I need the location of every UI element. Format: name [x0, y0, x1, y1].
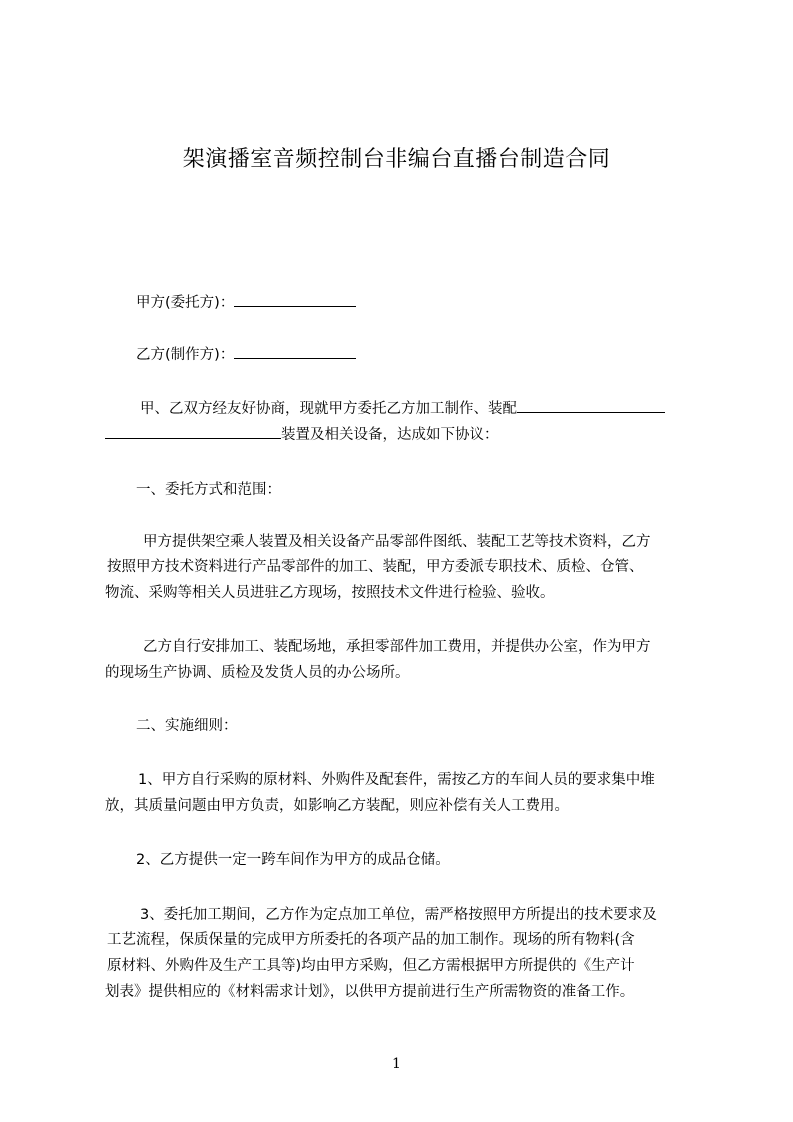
s1-p2-line-1: 乙方自行安排加工、装配场地，承担零部件加工费用，并提供办公室，作为甲方	[143, 639, 651, 655]
intro-text-1: 甲、乙双方经友好协商，现就甲方委托乙方加工制作、装配	[140, 401, 517, 417]
s1-p1-line-1: 甲方提供架空乘人装置及相关设备产品零部件图纸、装配工艺等技术资料，乙方	[143, 534, 651, 550]
s2-item3-line-1: 3、委托加工期间，乙方作为定点加工单位，需严格按照甲方所提出的技术要求及	[140, 907, 657, 923]
s2-item3-line-3: 原材料、外购件及生产工具等)均由甲方采购，但乙方需根据甲方所提供的《生产计	[107, 958, 635, 974]
document-title: 架演播室音频控制台非编台直播台制造合同	[182, 147, 611, 172]
s2-item1-line-1: 1、甲方自行采购的原材料、外购件及配套件，需按乙方的车间人员的要求集中堆	[138, 772, 655, 788]
s2-item3-line-4: 划表》提供相应的《材料需求计划》，以供甲方提前进行生产所需物资的准备工作。	[105, 984, 635, 1000]
party-b-label: 乙方(制作方)：	[136, 347, 235, 363]
equipment-blank-2[interactable]	[105, 424, 281, 439]
s1-p1-line-2: 按照甲方技术资料进行产品零部件的加工、装配，甲方委派专职技术、质检、仓管、	[107, 559, 644, 575]
section-1-heading: 一、委托方式和范围：	[136, 482, 281, 498]
s1-p1-line-3: 物流、采购等相关人员进驻乙方现场，按照技术文件进行检验、验收。	[105, 585, 555, 601]
party-b-blank[interactable]	[234, 344, 356, 359]
s2-item3-line-2: 工艺流程，保质保量的完成甲方所委托的各项产品的加工制作。现场的所有物料(含	[107, 932, 635, 948]
s1-p2-line-2: 的现场生产协调、质检及发货人员的办公场所。	[105, 665, 410, 681]
intro-text-2: 装置及相关设备，达成如下协议：	[281, 427, 499, 443]
party-a-line	[136, 292, 356, 313]
s2-item1-line-2: 放，其质量问题由甲方负责，如影响乙方装配，则应补偿有关人工费用。	[105, 798, 569, 814]
section-2-heading: 二、实施细则：	[136, 718, 238, 734]
s2-item2: 2、乙方提供一定一跨车间作为甲方的成品仓储。	[136, 852, 450, 868]
intro-line-1	[140, 398, 665, 419]
equipment-blank-1[interactable]	[517, 398, 665, 413]
page-number: 1	[392, 1056, 401, 1072]
party-a-blank[interactable]	[234, 292, 356, 307]
party-b-line	[136, 344, 356, 365]
party-a-label: 甲方(委托方)：	[136, 295, 235, 311]
intro-line-2	[105, 424, 499, 445]
